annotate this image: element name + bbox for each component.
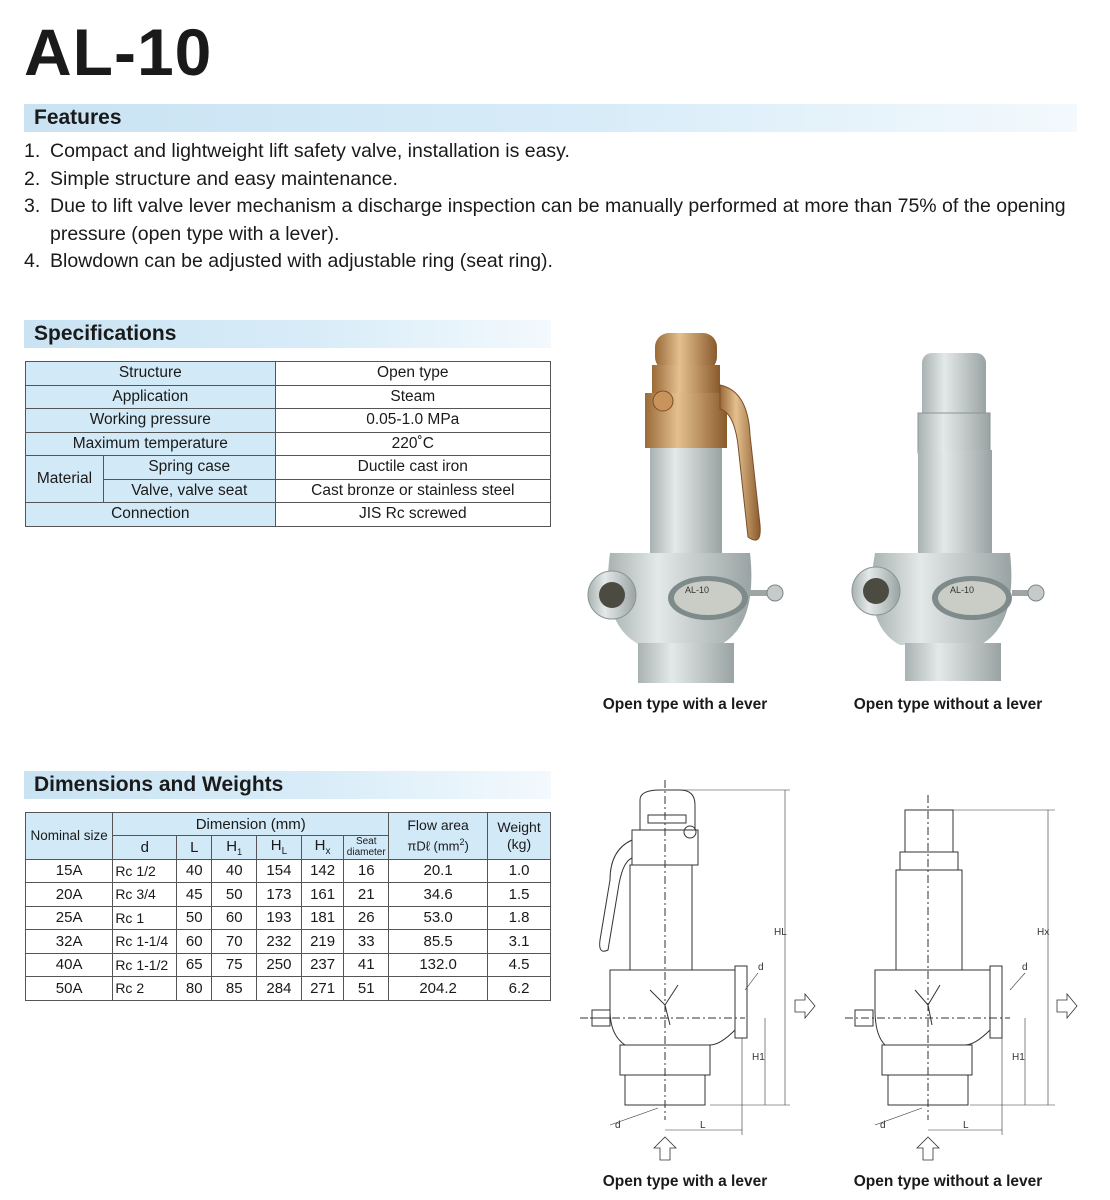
table-row: Structure Open type bbox=[26, 362, 551, 386]
feature-item: 1. Compact and lightweight lift safety valve, installation is easy. bbox=[24, 140, 570, 162]
svg-text:d: d bbox=[615, 1120, 621, 1131]
photo-caption-with-lever: Open type with a lever bbox=[602, 696, 768, 713]
svg-text:d: d bbox=[1022, 962, 1028, 973]
table-row: Material Spring case Ductile cast iron bbox=[26, 456, 551, 480]
table-row: 15A Rc 1/2 40 40 154 142 16 20.1 1.0 bbox=[26, 859, 551, 883]
table-row: 32A Rc 1-1/4 60 70 232 219 33 85.5 3.1 bbox=[26, 930, 551, 954]
table-row: Valve, valve seat Cast bronze or stainless steel bbox=[26, 479, 551, 503]
svg-text:H1: H1 bbox=[752, 1052, 765, 1063]
svg-text:AL-10: AL-10 bbox=[685, 585, 710, 595]
svg-text:d: d bbox=[880, 1120, 886, 1131]
drawing-without-lever bbox=[845, 795, 1077, 1160]
specifications-table bbox=[25, 361, 551, 527]
table-row: Connection JIS Rc screwed bbox=[26, 503, 551, 527]
table-row: 50A Rc 2 80 85 284 271 51 204.2 6.2 bbox=[26, 977, 551, 1001]
table-row: Application Steam bbox=[26, 385, 551, 409]
features-heading: Features bbox=[24, 104, 1077, 132]
page-title: AL-10 bbox=[24, 15, 213, 89]
feature-item: 2. Simple structure and easy maintenance. bbox=[24, 167, 398, 190]
svg-text:H1: H1 bbox=[1012, 1052, 1025, 1063]
feature-item: 3. Due to lift valve lever mechanism a discharge inspection can be manually performed at more than 75% of the opening pressure (open type with a lever). bbox=[24, 195, 1066, 245]
valve-photos bbox=[570, 325, 1090, 690]
svg-text:L: L bbox=[700, 1120, 706, 1131]
valve-with-lever-photo bbox=[588, 333, 783, 683]
photo-caption-without-lever: Open type without a lever bbox=[853, 696, 1043, 713]
svg-text:AL-10: AL-10 bbox=[950, 585, 975, 595]
table-row: 20A Rc 3/4 45 50 173 161 21 34.6 1.5 bbox=[26, 883, 551, 907]
drawing-caption-with-lever: Open type with a lever bbox=[602, 1173, 768, 1190]
table-row: 40A Rc 1-1/2 65 75 250 237 41 132.0 4.5 bbox=[26, 953, 551, 977]
feature-item: 4. Blowdown can be adjusted with adjustable ring (seat ring). bbox=[24, 250, 553, 272]
svg-text:d: d bbox=[758, 962, 764, 973]
specifications-heading: Specifications bbox=[24, 320, 551, 348]
features-list bbox=[24, 138, 1094, 276]
dimensions-heading: Dimensions and Weights bbox=[24, 771, 551, 799]
table-header-row: d L $H_1$ $H_L$ $H_x$ Seat diameter bbox=[26, 836, 551, 860]
table-row: 25A Rc 1 50 60 193 181 26 53.0 1.8 bbox=[26, 906, 551, 930]
svg-text:HL: HL bbox=[774, 927, 787, 938]
dimension-drawings bbox=[570, 770, 1090, 1170]
drawing-caption-without-lever: Open type without a lever bbox=[853, 1173, 1043, 1190]
dimensions-table bbox=[25, 812, 551, 1001]
table-row: Working pressure 0.05-1.0 MPa bbox=[26, 409, 551, 433]
svg-text:L: L bbox=[963, 1120, 969, 1131]
table-header-row: Nominal size Dimension (mm) Flow area πDℓ $(mm^2)$ Weight (kg) bbox=[26, 813, 551, 836]
valve-without-lever-photo bbox=[852, 353, 1044, 681]
drawing-with-lever bbox=[580, 780, 815, 1160]
svg-text:Hx: Hx bbox=[1037, 927, 1050, 938]
table-row: Maximum temperature 220˚C bbox=[26, 432, 551, 456]
